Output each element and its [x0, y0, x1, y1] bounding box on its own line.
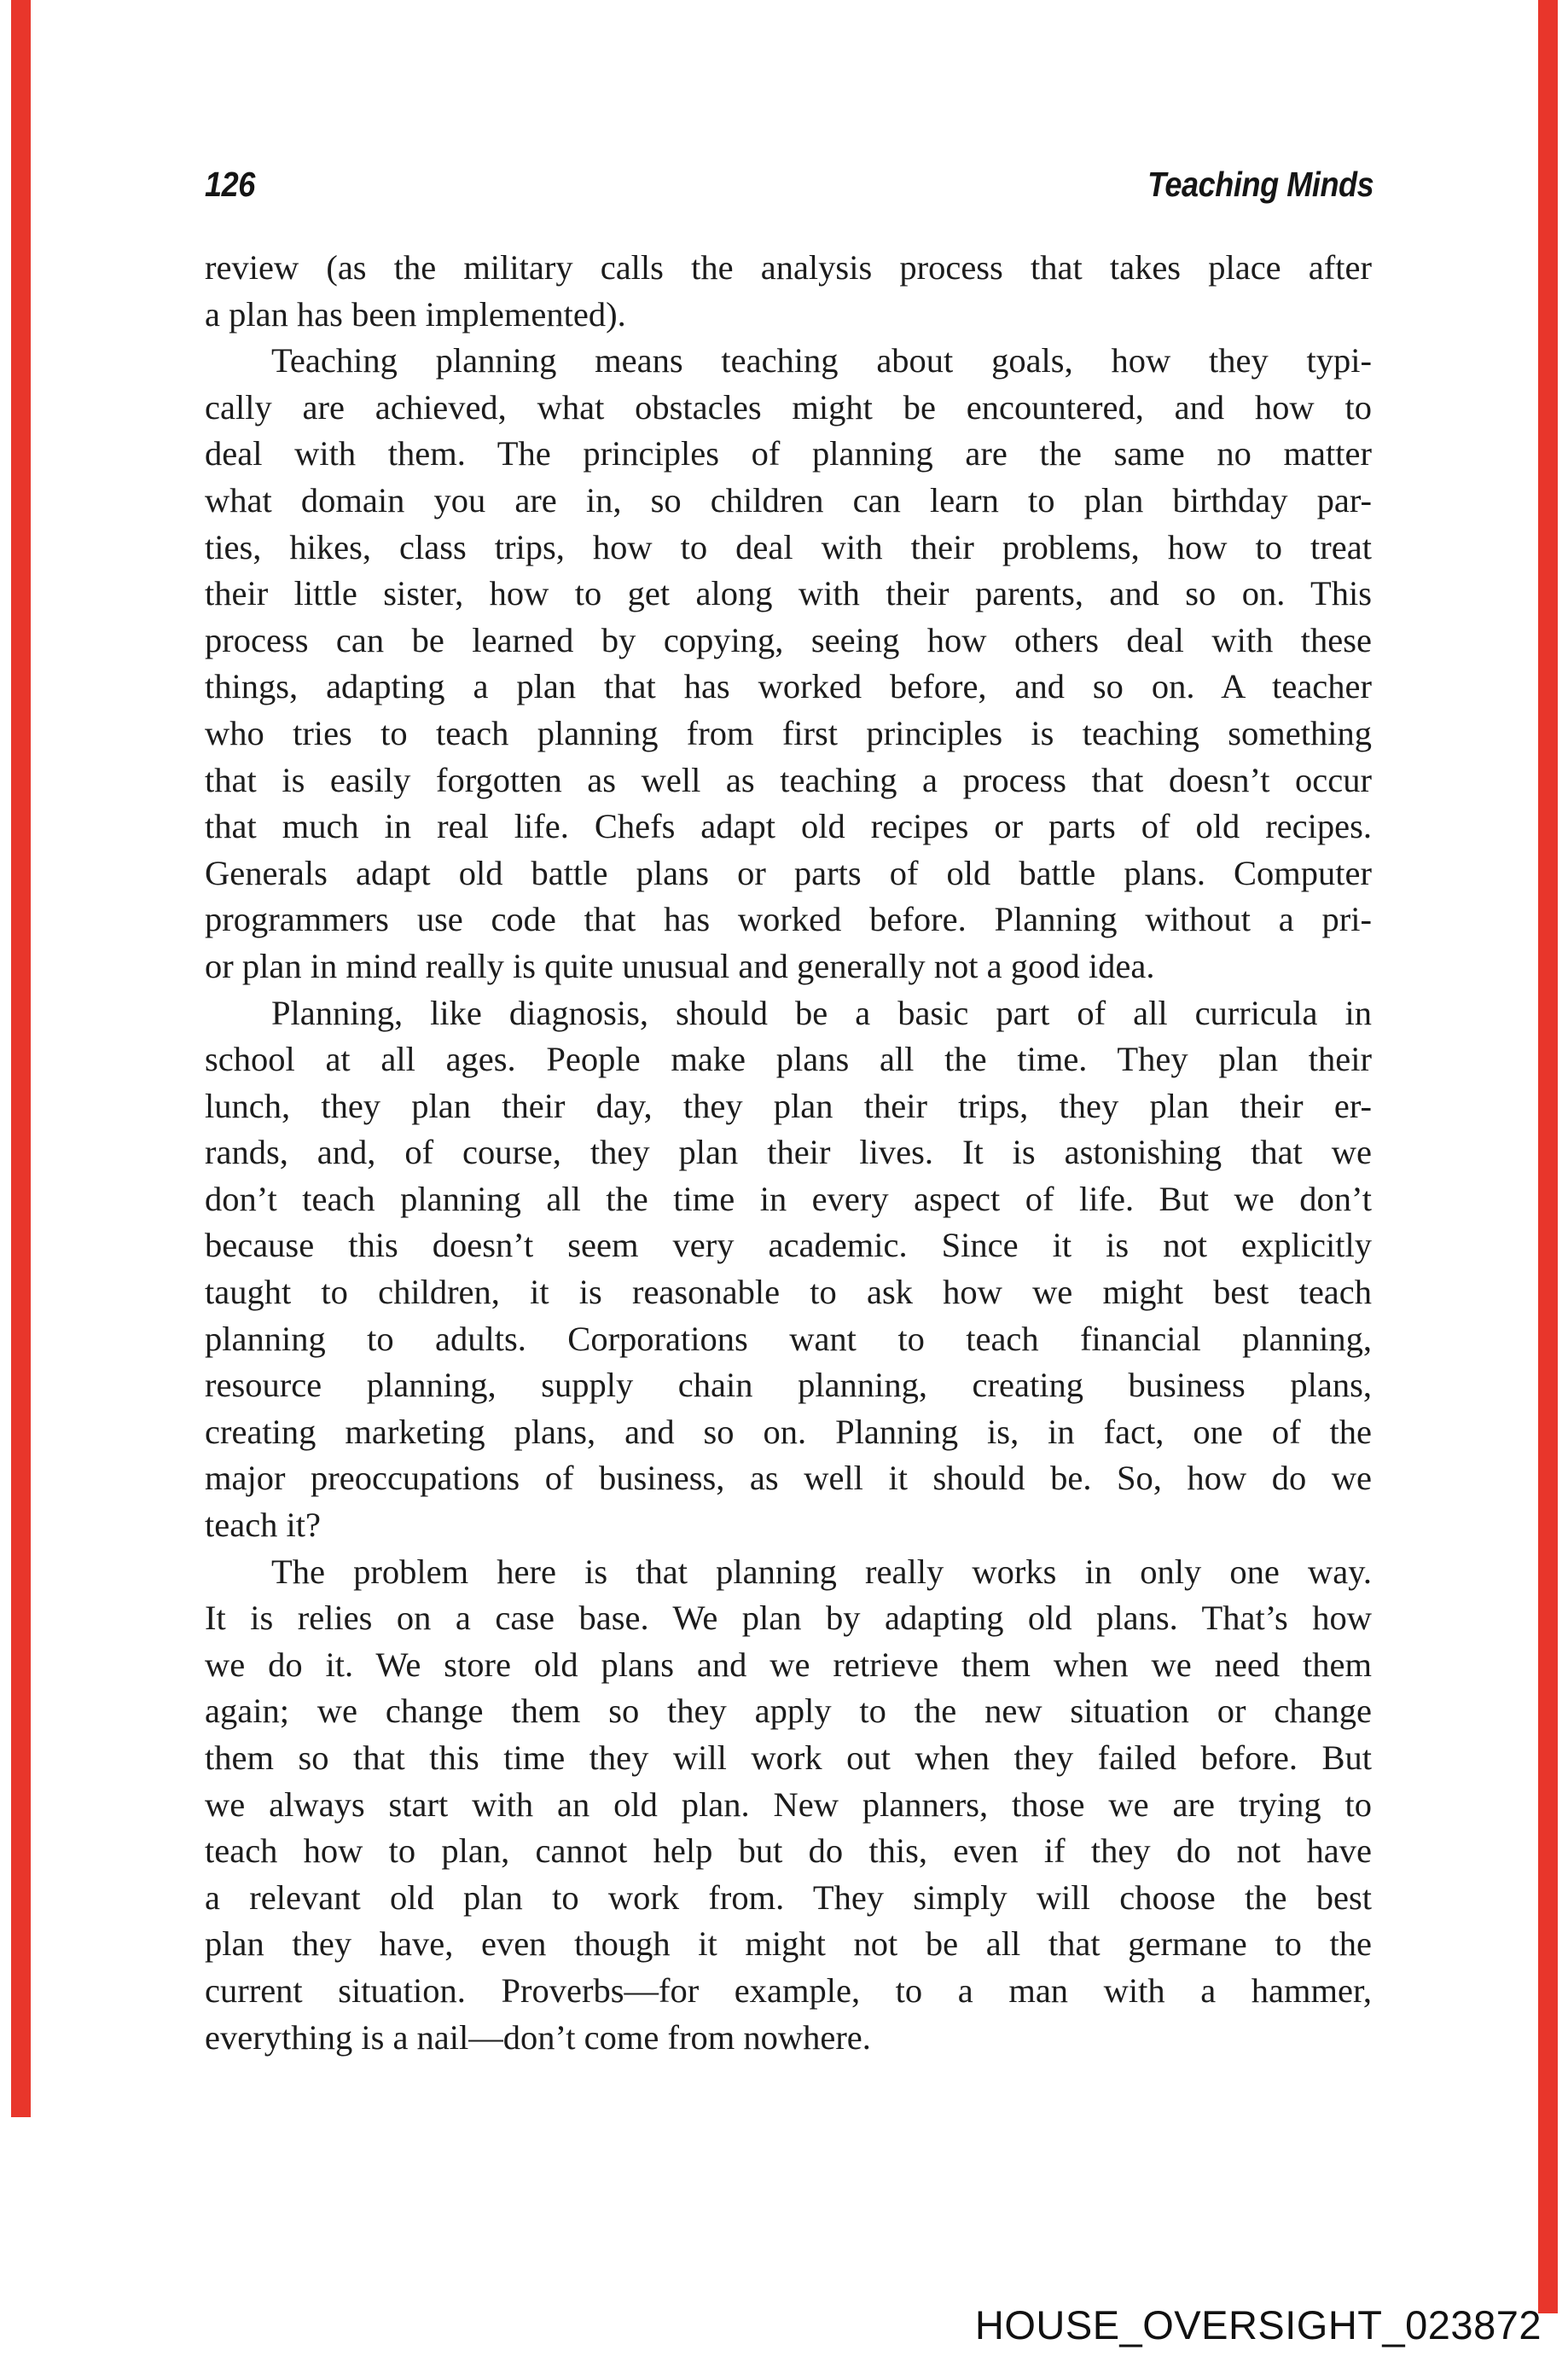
text-line: major preoccupations of business, as well it should be. So, how do we [205, 1459, 1372, 1498]
text-line: ties, hikes, class trips, how to deal with their problems, how to treat [205, 527, 1372, 566]
text-line: creating marketing plans, and so on. Planning is, in fact, one of the [205, 1412, 1372, 1451]
left-scan-edge-artifact [11, 0, 31, 2117]
text-line: a plan has been implemented). [205, 294, 626, 334]
text-line: everything is a nail—don’t come from nowhere. [205, 2017, 871, 2057]
paragraph [205, 990, 1372, 1549]
text-line: because this doesn’t seem very academic. Since it is not explicitly [205, 1226, 1372, 1265]
text-line: cally are achieved, what obstacles might be encountered, and how to [205, 387, 1372, 427]
text-line: things, adapting a plan that has worked before, and so on. A teacher [205, 667, 1372, 706]
text-line: lunch, they plan their day, they plan their trips, they plan their er- [205, 1086, 1372, 1125]
text-line: Generals adapt old battle plans or parts of old battle plans. Computer [205, 853, 1372, 892]
text-line: programmers use code that has worked before. Planning without a pri- [205, 900, 1372, 939]
text-line: process can be learned by copying, seeing how others deal with these [205, 620, 1372, 659]
book-title: Teaching Minds [1147, 165, 1373, 204]
paragraph [205, 1549, 1372, 2062]
text-line: who tries to teach planning from first principles is teaching something [205, 713, 1372, 752]
text-line: resource planning, supply chain planning, creating business plans, [205, 1366, 1372, 1405]
text-line: or plan in mind really is quite unusual and generally not a good idea. [205, 946, 1155, 985]
text-line: we do it. We store old plans and we retrieve them when we need them [205, 1645, 1372, 1684]
text-line: review (as the military calls the analysis process that takes place after [205, 248, 1372, 287]
right-scan-edge-artifact [1538, 0, 1558, 2313]
paragraph [205, 245, 1372, 338]
text-line: The problem here is that planning really works in only one way. [271, 1552, 1372, 1591]
text-line: Teaching planning means teaching about goals, how they typi- [271, 341, 1372, 380]
text-line: that much in real life. Chefs adapt old recipes or parts of old recipes. [205, 807, 1372, 846]
text-line: plan they have, even though it might not be all that germane to the [205, 1924, 1372, 1964]
page-number: 126 [205, 165, 255, 204]
text-line: their little sister, how to get along with their parents, and so on. This [205, 574, 1372, 613]
text-line: teach it? [205, 1506, 322, 1545]
text-line: that is easily forgotten as well as teaching a process that doesn’t occur [205, 760, 1372, 799]
text-line: It is relies on a case base. We plan by adapting old plans. That’s how [205, 1599, 1372, 1638]
text-line: what domain you are in, so children can learn to plan birthday par- [205, 480, 1372, 519]
text-line: taught to children, it is reasonable to ask how we might best teach [205, 1273, 1372, 1312]
text-line: a relevant old plan to work from. They simply will choose the best [205, 1877, 1372, 1917]
body-text [205, 245, 1372, 2061]
text-line: don’t teach planning all the time in every aspect of life. But we don’t [205, 1179, 1372, 1218]
text-line: them so that this time they will work out when they failed before. But [205, 1738, 1372, 1777]
bates-stamp: HOUSE_OVERSIGHT_023872 [974, 2302, 1542, 2347]
text-line: school at all ages. People make plans all the time. They plan their [205, 1040, 1372, 1079]
text-line: deal with them. The principles of planning are the same no matter [205, 434, 1372, 473]
paragraph [205, 338, 1372, 989]
running-head [205, 165, 1373, 205]
text-line: rands, and, of course, they plan their lives. It is astonishing that we [205, 1133, 1372, 1172]
text-line: current situation. Proverbs—for example, to a man with a hammer, [205, 1970, 1372, 2010]
text-line: we always start with an old plan. New planners, those we are trying to [205, 1785, 1372, 1824]
text-line: again; we change them so they apply to the new situation or change [205, 1692, 1372, 1731]
text-line: teach how to plan, cannot help but do this, even if they do not have [205, 1831, 1372, 1871]
text-line: Planning, like diagnosis, should be a basic part of all curricula in [271, 993, 1372, 1032]
text-line: planning to adults. Corporations want to teach financial planning, [205, 1319, 1372, 1358]
